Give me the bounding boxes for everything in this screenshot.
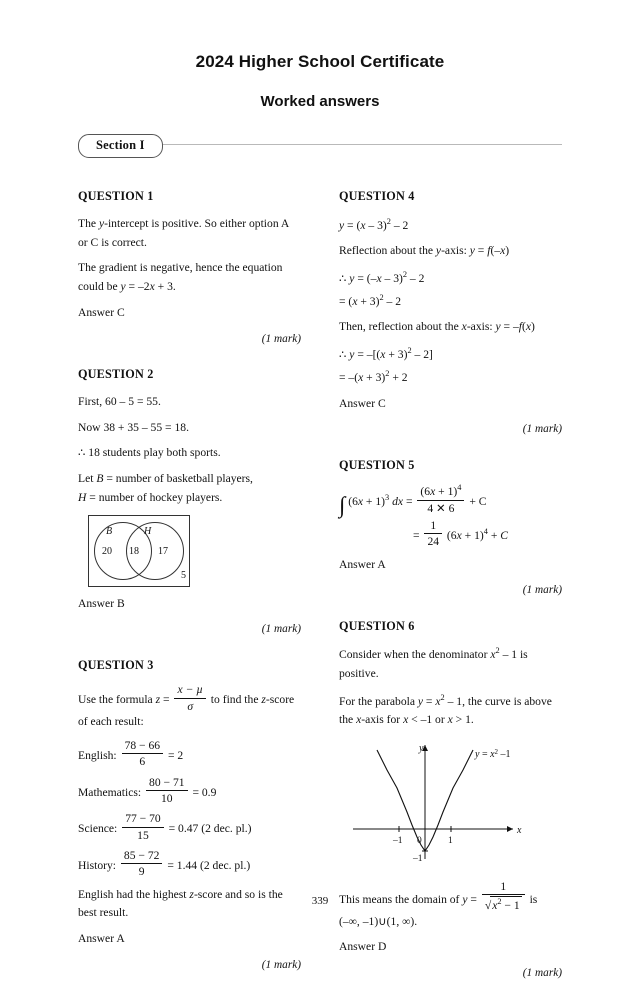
question-6-heading: QUESTION 6 — [339, 618, 415, 633]
question-3-formula-line: Use the formula z = $\frac{\text{x − µ}}{\sigma}$ to find the z-score of each result: — [78, 683, 295, 729]
question-3-conclusion: English had the highest z-score and so is the best result. — [78, 887, 283, 920]
question-6-block — [339, 617, 562, 983]
row-label-english: English: — [78, 748, 117, 762]
question-2-line-3: ∴ 18 students play both sports. — [78, 446, 221, 460]
section-label: Section I — [78, 134, 163, 158]
left-column — [78, 187, 301, 999]
fraction-maths-num: 80 − 71 — [146, 776, 188, 791]
question-4-line-4: = $(x + 3)^2 - 2$ — [339, 292, 402, 308]
row-label-science: Science: — [78, 822, 118, 836]
question-6-mark: (1 mark) — [522, 967, 562, 980]
venn-diagram — [88, 515, 190, 587]
question-5-heading: QUESTION 5 — [339, 457, 415, 472]
simplified-fraction — [424, 519, 442, 549]
question-2-answer: Answer B — [78, 596, 125, 610]
question-4-line-3: ∴ y = (–x – 3)$^2$ – 2 — [339, 270, 425, 286]
integral-plus-c: + C — [469, 495, 487, 509]
question-1-answer: Answer C — [78, 305, 125, 319]
fraction-english-den: 6 — [139, 755, 146, 769]
question-3-row-english — [78, 739, 301, 769]
question-4-answer: Answer C — [339, 396, 386, 410]
venn-value-left: 20 — [102, 545, 112, 557]
venn-value-right: 17 — [158, 545, 168, 557]
question-5-integral-line: ∫ $(6x + 1)^3$ dx = $\frac{(6x + 1)^4}{4 ✕ 6}$ + C — [339, 483, 487, 518]
row-result-science: = 0.47 (2 dec. pl.) — [168, 822, 252, 836]
domain-fraction-num: 1 — [482, 880, 525, 895]
question-3-row-history — [78, 849, 301, 879]
row-label-maths: Mathematics: — [78, 785, 142, 799]
row-label-history: History: — [78, 858, 117, 872]
page-subtitle: Worked answers — [260, 93, 380, 110]
question-2-heading: QUESTION 2 — [78, 366, 154, 381]
fraction-maths-den: 10 — [160, 791, 173, 805]
row-result-history: = 1.44 (2 dec. pl.) — [167, 858, 251, 872]
fraction-history — [121, 849, 163, 879]
domain-fraction-den: $√x^2 - 1$ — [484, 897, 520, 913]
right-column — [339, 187, 562, 999]
fraction-english — [122, 739, 164, 769]
question-6-line-1: Consider when the denominator $x^2 - 1$ is positive. — [339, 646, 528, 681]
venn-value-middle: 18 — [129, 545, 139, 557]
z-score-fraction — [174, 683, 205, 713]
z-score-denominator: σ — [187, 699, 194, 713]
fraction-science-num: 77 − 70 — [122, 812, 164, 827]
question-2-line-4: Let B = number of basketball players, — [78, 472, 253, 486]
question-5-simplified-line: = $\frac{1}{24}$ $(6x + 1)^4 + C$ — [413, 518, 508, 549]
tick-label-zero: 0 — [417, 836, 422, 847]
fraction-maths — [146, 776, 188, 806]
simplified-num: 1 — [424, 519, 442, 534]
section-divider — [78, 138, 562, 173]
question-3-answer: Answer A — [78, 932, 125, 946]
question-1-heading: QUESTION 1 — [78, 189, 154, 203]
question-3-heading: QUESTION 3 — [78, 657, 154, 672]
row-result-english: = 2 — [168, 748, 184, 762]
fraction-science — [122, 812, 164, 842]
tick-label-neg1: –1 — [393, 836, 403, 847]
x-axis-arrow — [507, 826, 513, 832]
question-1-line-2: The gradient is negative, hence the equation could be y = –2x + 3. — [78, 261, 283, 294]
page-header — [0, 0, 640, 110]
simplified-den: 24 — [427, 535, 440, 549]
question-4-mark: (1 mark) — [522, 423, 562, 436]
answers-columns — [78, 187, 562, 999]
question-6-conclusion: This means the domain of y = $\frac{1}{√x^2 - 1}$ is (–∞, –1)∪(1, ∞). — [339, 880, 538, 928]
parabola-graph — [341, 737, 562, 872]
question-2-line-5: H = number of hockey players. — [78, 490, 223, 504]
page-title: 2024 Higher School Certificate — [195, 52, 445, 71]
question-3-row-science — [78, 812, 301, 842]
fraction-history-num: 85 − 72 — [121, 849, 163, 864]
integral-sign: ∫ — [339, 492, 346, 518]
venn-label-left: B — [106, 525, 113, 537]
question-4-line-1: y = (x – 3)$^2$ – 2 — [339, 216, 409, 232]
question-1-line-1: The y-intercept is positive. So either option A or C is correct. — [78, 216, 289, 249]
venn-label-right: H — [144, 525, 152, 537]
row-result-maths: = 0.9 — [192, 785, 217, 799]
question-5-answer: Answer A — [339, 557, 386, 571]
fraction-science-den: 15 — [137, 828, 149, 842]
question-5-block — [339, 456, 562, 600]
integral-result-fraction — [417, 483, 464, 515]
fraction-history-den: 9 — [138, 865, 145, 879]
question-3-mark: (1 mark) — [261, 958, 301, 971]
x-axis-label: x — [517, 825, 522, 837]
integral-result-num: $(6x + 1)^4$ — [417, 483, 464, 500]
question-4-line-7: = $-(x + 3)^2 + 2$ — [339, 368, 408, 384]
question-1-block — [78, 187, 301, 348]
question-3-block — [78, 656, 301, 974]
curve-label: $y = x^2$ –1 — [475, 748, 511, 761]
venn-value-outside: 5 — [181, 570, 186, 582]
domain-interval: (–∞, –1)∪(1, ∞). — [339, 914, 418, 928]
question-5-mark: (1 mark) — [522, 584, 562, 597]
question-1-mark: (1 mark) — [261, 332, 301, 345]
y-axis-label: y — [419, 743, 424, 755]
question-6-line-2: For the parabola $y = x^2 - 1$, the curve is above the x-axis for x < –1 or x > 1. — [339, 692, 552, 727]
question-4-line-5: Then, reflection about the x-axis: y = –f(x) — [339, 320, 535, 334]
question-2-line-1: First, 60 – 5 = 55. — [78, 394, 161, 408]
question-4-line-6: ∴ $y = -[(x + 3)^2 - 2]$ — [339, 346, 433, 362]
question-4-block — [339, 187, 562, 439]
tick-label-pos1: 1 — [448, 836, 453, 847]
question-2-mark: (1 mark) — [261, 623, 301, 636]
question-2-line-2: Now 38 + 35 – 55 = 18. — [78, 420, 189, 434]
fraction-english-num: 78 − 66 — [122, 739, 164, 754]
tick-label-y-neg1: –1 — [413, 854, 423, 865]
question-4-heading: QUESTION 4 — [339, 189, 415, 203]
z-score-numerator: x − µ — [174, 683, 205, 698]
integral-result-den: 4 ✕ 6 — [427, 501, 455, 515]
page-number: 339 — [311, 895, 329, 907]
question-2-block — [78, 365, 301, 639]
question-6-answer: Answer D — [339, 940, 387, 954]
question-3-row-maths — [78, 776, 301, 806]
parabola-svg — [341, 737, 541, 865]
question-4-line-2: Reflection about the y-axis: y = f(–x) — [339, 244, 510, 258]
